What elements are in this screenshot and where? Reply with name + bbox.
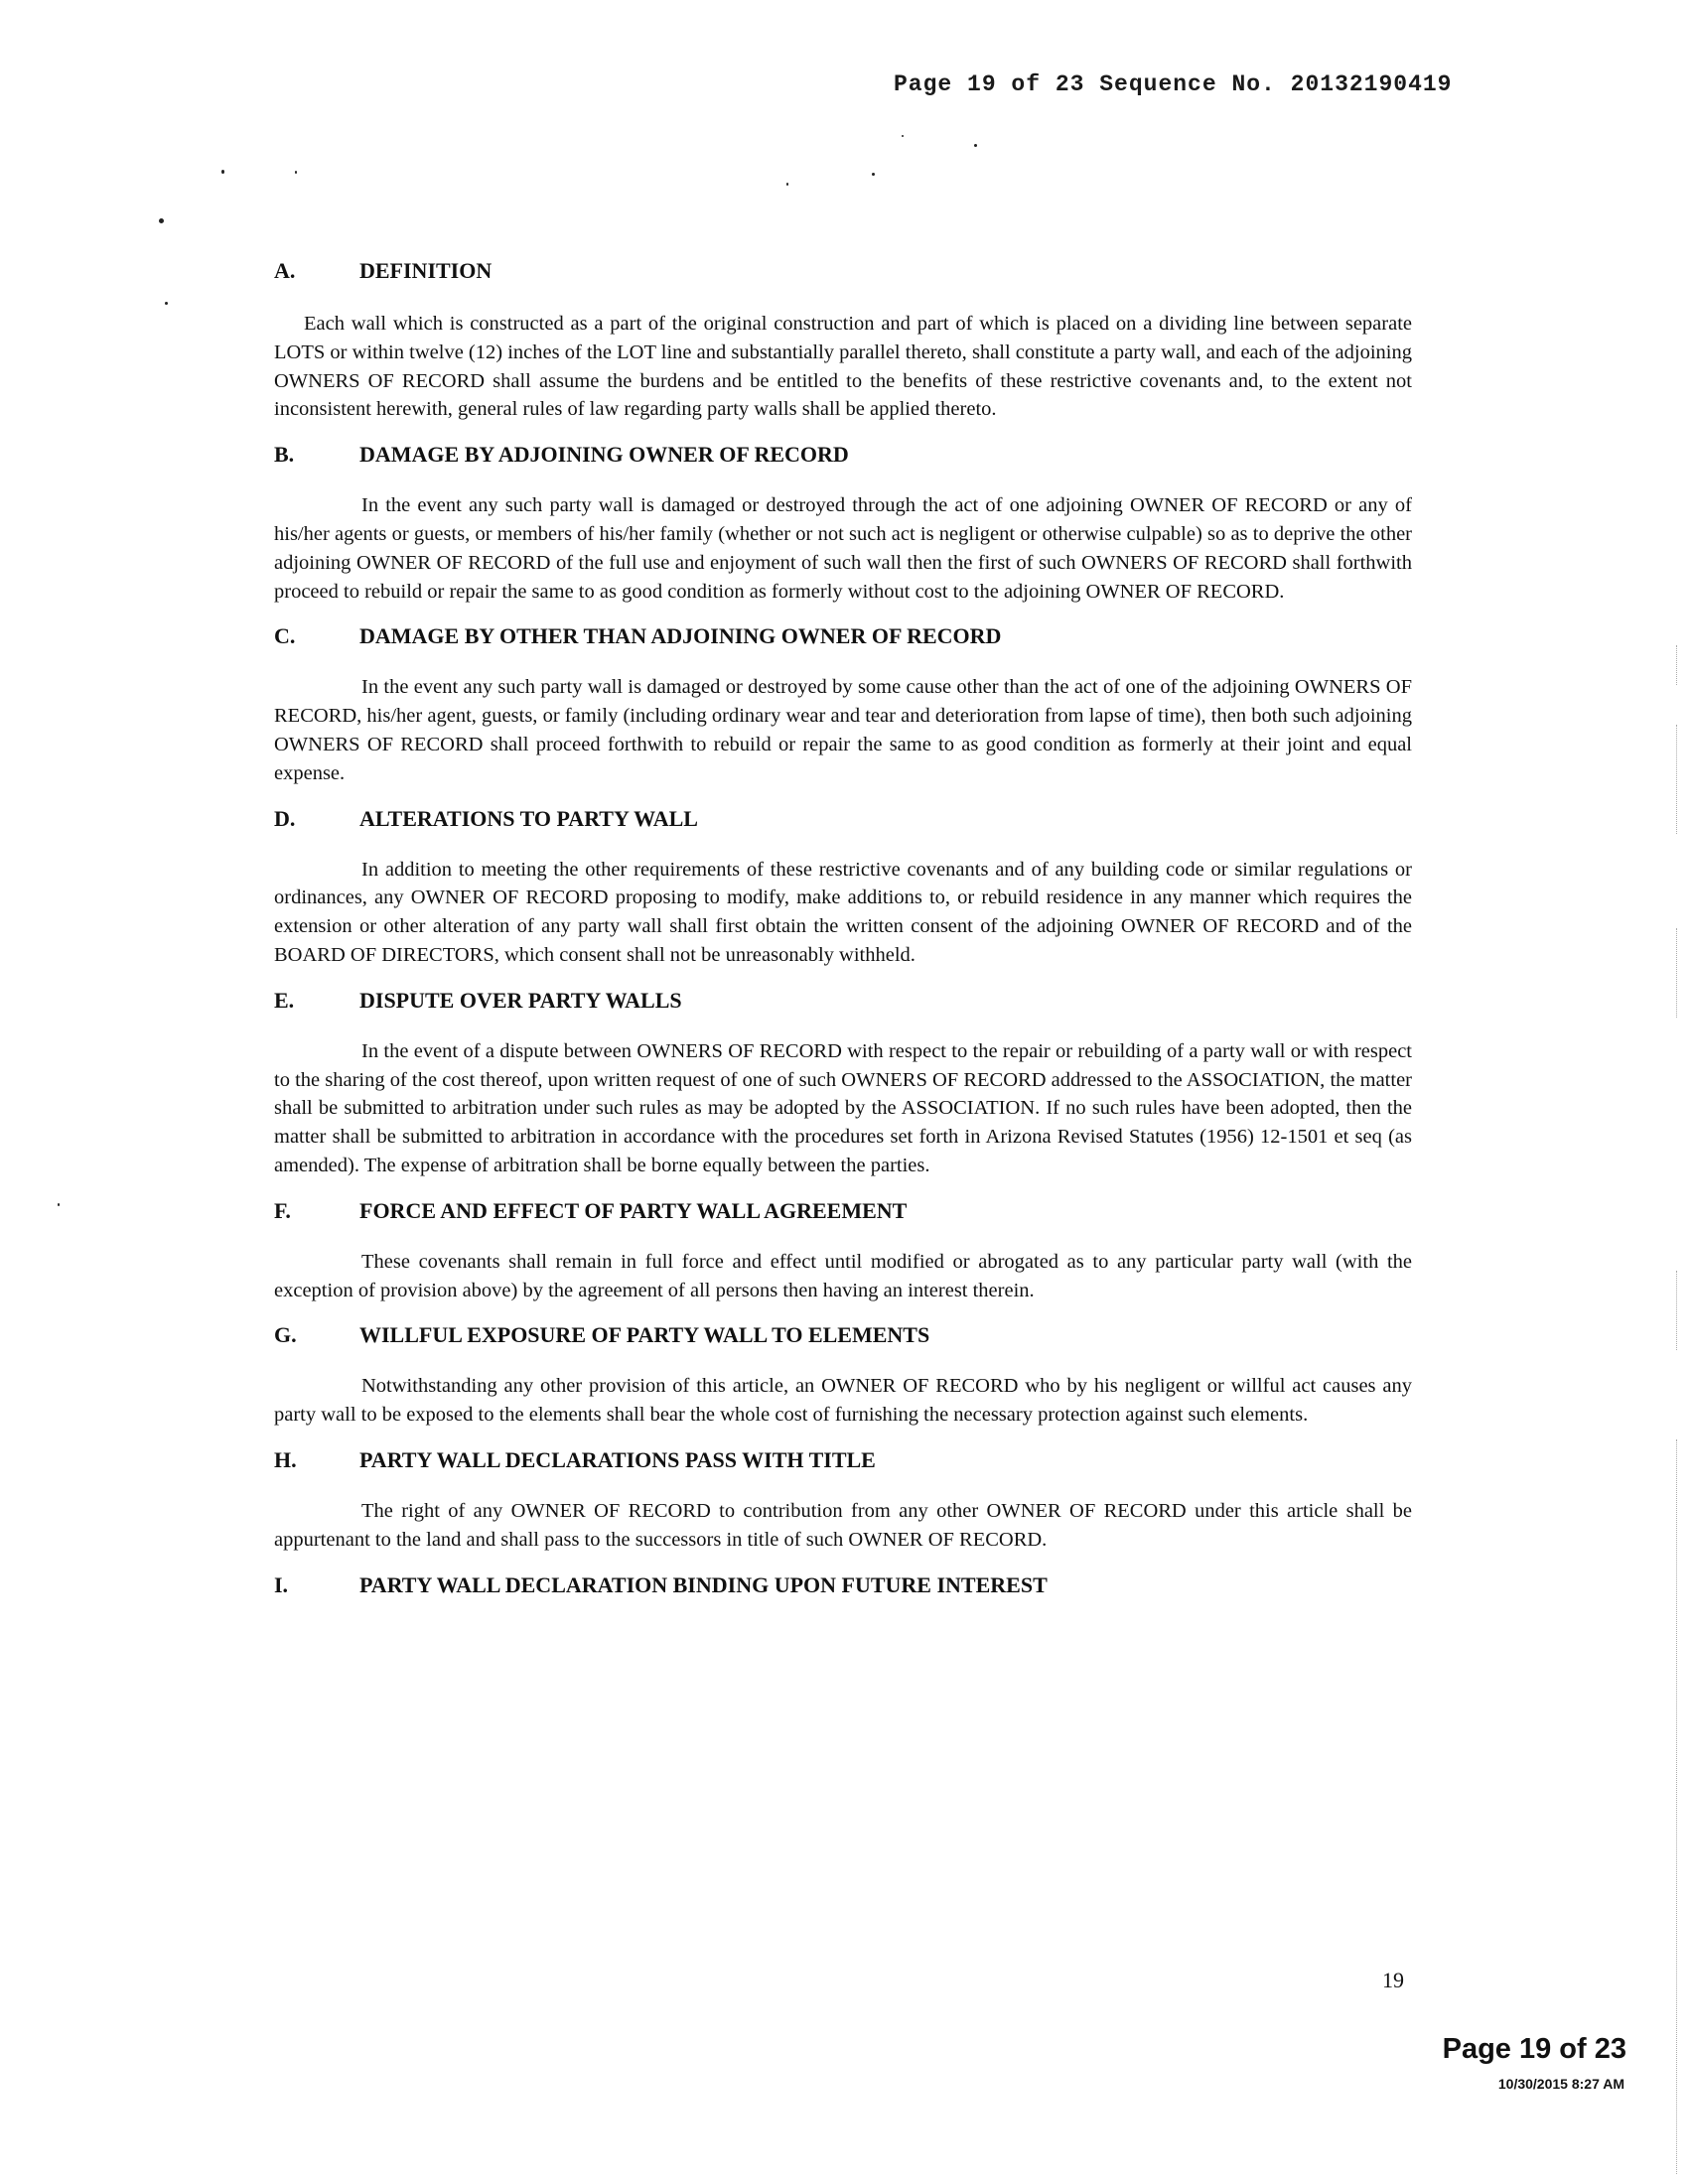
sequence-header: Page 19 of 23 Sequence No. 20132190419 [894, 71, 1453, 97]
section-title: ALTERATIONS TO PARTY WALL [359, 805, 698, 831]
section-f [274, 1196, 1412, 1305]
section-paragraph: In addition to meeting the other requirements of these restrictive covenants and of any building code or similar regulations or ordinances, any OWNER OF RECORD proposing to modify, make additions to, or rebuild residence in any manner which requires the extension or other alteration of any party wall shall first obtain the written consent of the adjoining OWNER OF RECORD and of the BOARD OF DIRECTORS, which consent shall not be unreasonably withheld. [274, 858, 1412, 966]
scan-edge-line [1676, 725, 1677, 834]
section-letter: C. [274, 623, 296, 649]
section-e [274, 986, 1412, 1180]
scan-edge-line [1676, 928, 1677, 1018]
section-letter: D. [274, 805, 296, 831]
section-title: PARTY WALL DECLARATION BINDING UPON FUTURE INTEREST [359, 1571, 1048, 1597]
section-paragraph: The right of any OWNER OF RECORD to contribution from any other OWNER OF RECORD under this article shall be appurtenant to the land and shall pass to the successors in title of such OWNER OF RECORD. [274, 1499, 1412, 1551]
section-title: DAMAGE BY ADJOINING OWNER OF RECORD [359, 442, 849, 468]
section-heading [274, 621, 1412, 651]
scan-speck [159, 218, 164, 223]
section-title: PARTY WALL DECLARATIONS PASS WITH TITLE [359, 1446, 876, 1472]
section-paragraph: Notwithstanding any other provision of this article, an OWNER OF RECORD who by his negligent or willful act causes any party wall to be exposed to the elements shall bear the whole cost of furnishing the necessary protection against such elements. [274, 1375, 1412, 1427]
section-paragraph: In the event any such party wall is damaged or destroyed through the act of one adjoining OWNER OF RECORD or any of his/her agents or guests, or members of his/her family (whether or not such act is negligent or otherwise culpable) so as to deprive the other adjoining OWNER OF RECORD of the full use and enjoyment of such wall then the first of such OWNERS OF RECORD shall forthwith proceed to rebuild or repair the same to as good condition as formerly without cost to the adjoining OWNER OF RECORD. [274, 494, 1412, 603]
scan-speck [165, 302, 168, 305]
section-g [274, 1320, 1412, 1430]
section-letter: E. [274, 987, 295, 1013]
section-h [274, 1445, 1412, 1555]
section-letter: A. [274, 258, 296, 283]
section-title: FORCE AND EFFECT OF PARTY WALL AGREEMENT [359, 1197, 908, 1223]
scan-speck [872, 173, 875, 176]
scan-speck [786, 183, 788, 186]
page-number: 19 [1382, 1968, 1404, 1992]
section-heading [274, 804, 1412, 834]
section-heading [274, 1320, 1412, 1350]
section-heading [274, 440, 1412, 470]
section-paragraph: In the event any such party wall is damaged or destroyed by some cause other than the act of one of the adjoining OWNERS OF RECORD, his/her agent, guests, or family (including ordinary wear and tear and deterioration from lapse of time), then both such adjoining OWNERS OF RECORD shall proceed forthwith to rebuild or repair the same to as good condition as formerly at their joint and equal expense. [274, 676, 1412, 784]
scan-speck [58, 1203, 60, 1206]
section-b [274, 440, 1412, 606]
section-paragraph: In the event of a dispute between OWNERS OF RECORD with respect to the repair or rebuilding of a party wall or with respect to the sharing of the cost thereof, upon written request of one of such OWNERS OF RECORD addressed to the ASSOCIATION, the matter shall be submitted to arbitration under such rules as may be adopted by the ASSOCIATION. If no such rules have been adopted, then the matter shall be submitted to arbitration in accordance with the procedures set forth in Arizona Revised Statutes (1956) 12-1501 et seq (as amended). The expense of arbitration shall be borne equally between the parties. [274, 1039, 1412, 1176]
section-paragraph: Each wall which is constructed as a part of the original construction and part of which is placed on a dividing line between separate LOTS or within twelve (12) inches of the LOT line and substantially parallel thereto, shall constitute a party wall, and each of the adjoining OWNERS OF RECORD shall assume the burdens and be entitled to the benefits of these restrictive covenants and, to the extent not inconsistent herewith, general rules of law regarding party walls shall be applied thereto. [274, 313, 1412, 421]
section-letter: H. [274, 1446, 297, 1472]
document-body [274, 256, 1412, 1600]
section-c [274, 621, 1412, 787]
section-d [274, 804, 1412, 970]
section-a [274, 256, 1412, 424]
section-heading [274, 256, 1412, 286]
scan-speck [221, 170, 224, 174]
section-i [274, 1570, 1412, 1600]
scan-edge-line [1676, 1439, 1677, 2174]
section-heading [274, 1445, 1412, 1475]
scan-speck [974, 144, 977, 147]
scan-edge-line [1676, 645, 1677, 685]
section-letter: B. [274, 442, 295, 468]
scan-edge-line [1676, 1271, 1677, 1350]
section-heading [274, 986, 1412, 1016]
section-letter: I. [274, 1571, 289, 1597]
section-letter: F. [274, 1197, 291, 1223]
recorder-page-stamp: Page 19 of 23 [1442, 2033, 1626, 2065]
scan-speck [902, 135, 904, 137]
scan-speck [295, 171, 297, 174]
section-title: DAMAGE BY OTHER THAN ADJOINING OWNER OF RECORD [359, 623, 1002, 649]
section-title: WILLFUL EXPOSURE OF PARTY WALL TO ELEMENTS [359, 1322, 930, 1348]
section-paragraph: These covenants shall remain in full force and effect until modified or abrogated as to any particular party wall (with the exception of provision above) by the agreement of all persons then having an interest therein. [274, 1250, 1412, 1301]
section-heading [274, 1196, 1412, 1226]
section-title: DISPUTE OVER PARTY WALLS [359, 987, 682, 1013]
section-letter: G. [274, 1322, 297, 1348]
section-heading [274, 1570, 1412, 1600]
recorder-datetime-stamp: 10/30/2015 8:27 AM [1497, 2076, 1624, 2092]
section-title: DEFINITION [359, 258, 493, 283]
